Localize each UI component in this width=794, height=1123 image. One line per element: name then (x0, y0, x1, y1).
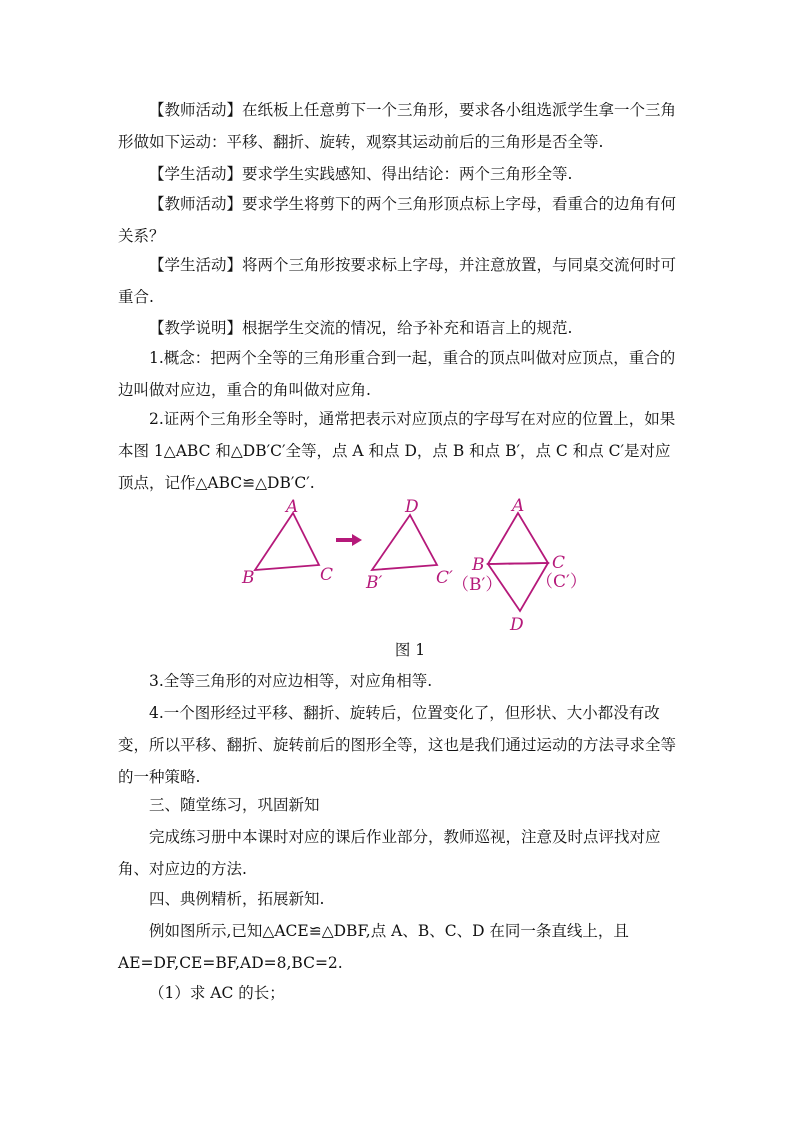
question-1: （1）求 AC 的长； (149, 984, 285, 1002)
label-c-overlay: C (552, 553, 566, 573)
label-d: D (405, 497, 419, 517)
paragraph-practice: 完成练习册中本课时对应的课后作业部分，教师巡视，注意及时点评找对应角、对应边的方法. (118, 828, 661, 878)
label-b-prime-paren: （B′） (452, 575, 503, 595)
label-c-prime-paren: （C′） (536, 572, 587, 592)
paragraph-concept: 1.概念：把两个全等的三角形重合到一起，重合的顶点叫做对应顶点，重合的边叫做对应边，重合的角叫做对应角. (118, 349, 676, 399)
figure-caption: 图 1 (394, 641, 426, 659)
paragraph-notation: 2.证两个三角形全等时，通常把表示对应顶点的字母写在对应的位置上，如果本图 1△ABC 和△DB′C′全等，点 A 和点 D，点 B 和点 B′，点 C 和点 C′是对应顶点，记作△ABC≌△DB′C′. (118, 410, 676, 492)
label-b-overlay: B (472, 555, 485, 575)
triangle-abc (255, 513, 319, 570)
label-a-overlay: A (512, 496, 525, 516)
section-heading-examples: 四、典例精析，拓展新知. (149, 890, 325, 908)
label-b: B (242, 568, 255, 588)
paragraph-example: 例如图所示,已知△ACE≌△DBF,点 A、B、C、D 在同一条直线上，且 AE=DF,CE=BF,AD=8,BC=2. (118, 922, 629, 972)
paragraph-teacher-activity-1: 【教师活动】在纸板上任意剪下一个三角形，要求各小组选派学生拿一个三角形做如下运动：平移、翻折、旋转，观察其运动前后的三角形是否全等. (118, 101, 677, 151)
figure-1-triangles (230, 495, 600, 635)
paragraph-teacher-activity-2: 【教师活动】要求学生将剪下的两个三角形顶点标上字母，看重合的边角有何关系？ (118, 195, 677, 245)
label-b-prime: B′ (366, 573, 383, 593)
label-d-overlay: D (510, 615, 524, 635)
paragraph-teaching-note: 【教学说明】根据学生交流的情况，给予补充和语言上的规范. (149, 319, 573, 337)
section-heading-practice: 三、随堂练习，巩固新知 (149, 796, 320, 814)
paragraph-property: 3.全等三角形的对应边相等，对应角相等. (149, 672, 433, 690)
paragraph-student-activity-1: 【学生活动】要求学生实践感知、得出结论：两个三角形全等. (149, 165, 573, 183)
paragraph-transformation: 4.一个图形经过平移、翻折、旋转后，位置变化了，但形状、大小都没有改变，所以平移、翻折、旋转前后的图形全等，这也是我们通过运动的方法寻求全等的一种策略. (118, 704, 677, 786)
triangle-db-c (372, 515, 437, 570)
label-c-prime: C′ (436, 568, 453, 588)
triangle-abc-overlay (488, 513, 548, 564)
paragraph-student-activity-2: 【学生活动】将两个三角形按要求标上字母，并注意放置，与同桌交流何时可重合. (118, 256, 677, 306)
label-a: A (286, 497, 299, 517)
label-c: C (320, 565, 334, 585)
arrow-right-icon (336, 534, 362, 546)
